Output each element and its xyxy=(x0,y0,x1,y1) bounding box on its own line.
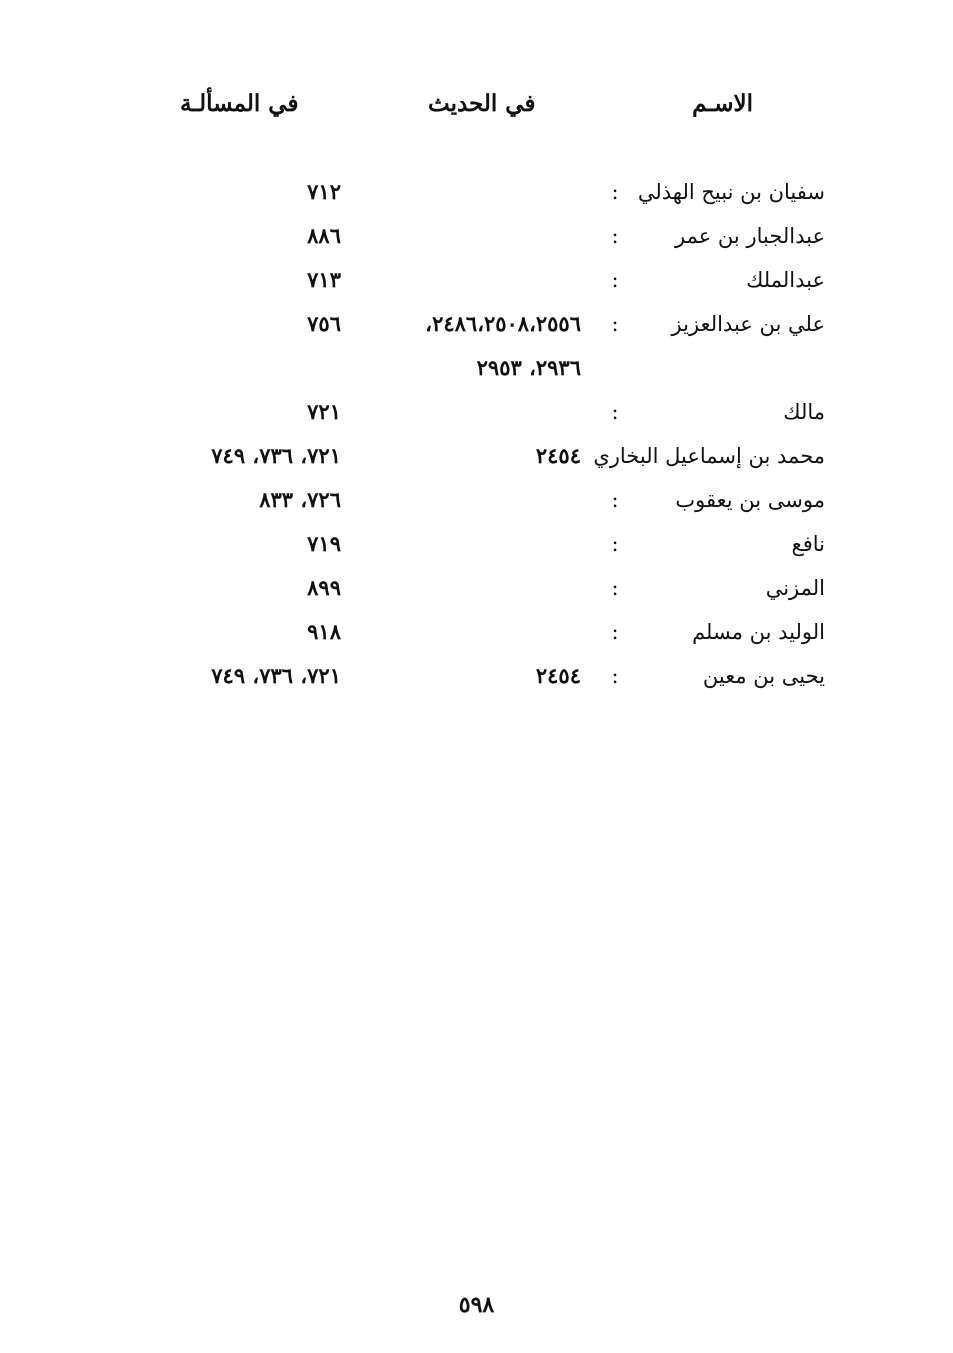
entry-colon: : xyxy=(611,180,619,204)
column-header-name: الاسـم xyxy=(692,90,753,117)
entry-name: مالك xyxy=(783,400,825,424)
table-row xyxy=(0,220,953,264)
table-row xyxy=(0,176,953,220)
entry-colon: : xyxy=(611,312,619,336)
entry-hadith-refs: ٢٤٥٤ xyxy=(535,663,581,688)
entry-masala-refs: ٧٢٦، ٨٣٣ xyxy=(259,487,341,512)
table-row xyxy=(0,264,953,308)
entry-masala-refs: ٨٩٩ xyxy=(307,575,341,600)
entry-masala-refs: ٧٥٦ xyxy=(307,311,341,336)
entry-name: المزني xyxy=(765,576,825,600)
page-number: ٥٩٨ xyxy=(458,1292,495,1318)
entry-hadith-refs: ٢٤٥٤ xyxy=(535,443,581,468)
entry-masala-refs: ٨٨٦ xyxy=(307,223,341,248)
entry-colon: : xyxy=(611,576,619,600)
entry-masala-refs: ٧١٩ xyxy=(307,531,341,556)
entry-name: نافع xyxy=(791,532,825,556)
entry-hadith-refs: ٢٤٨٦،٢٥٠٨،٢٥٥٦، xyxy=(425,311,581,336)
entry-hadith-refs: ٢٩٣٦، ٢٩٥٣ xyxy=(476,355,581,380)
entry-masala-refs: ٧٢١، ٧٣٦، ٧٤٩ xyxy=(211,443,341,468)
table-row xyxy=(0,484,953,528)
entry-masala-refs: ٩١٨ xyxy=(307,619,341,644)
entry-colon: : xyxy=(611,532,619,556)
entry-colon: : xyxy=(611,400,619,424)
table-row xyxy=(0,572,953,616)
index-table xyxy=(0,176,953,704)
entry-colon: : xyxy=(611,620,619,644)
column-header-hadith: في الحديث xyxy=(428,90,536,117)
table-row xyxy=(0,528,953,572)
entry-name: سفيان بن نبيح الهذلي xyxy=(637,180,825,204)
table-row xyxy=(0,440,953,484)
entry-colon: : xyxy=(611,224,619,248)
entry-name: موسى بن يعقوب xyxy=(675,488,825,512)
entry-masala-refs: ٧١٣ xyxy=(307,267,341,292)
table-row xyxy=(0,616,953,660)
entry-masala-refs: ٧٢١، ٧٣٦، ٧٤٩ xyxy=(211,663,341,688)
entry-colon: : xyxy=(611,488,619,512)
table-header xyxy=(0,84,953,124)
entry-name: محمد بن إسماعيل البخاري xyxy=(593,444,825,468)
table-row xyxy=(0,308,953,352)
entry-masala-refs: ٧١٢ xyxy=(307,179,341,204)
entry-name: علي بن عبدالعزيز xyxy=(671,312,825,336)
table-row xyxy=(0,396,953,440)
entry-name: الوليد بن مسلم xyxy=(692,620,825,644)
entry-name: عبدالجبار بن عمر xyxy=(675,224,825,248)
entry-colon: : xyxy=(611,268,619,292)
entry-masala-refs: ٧٢١ xyxy=(307,399,341,424)
entry-name: يحيى بن معين xyxy=(702,664,825,688)
entry-name: عبدالملك xyxy=(746,268,825,292)
entry-colon: : xyxy=(611,664,619,688)
table-row xyxy=(0,660,953,704)
table-row-continuation xyxy=(0,352,953,396)
column-header-masala: في المسألـة xyxy=(180,90,299,117)
